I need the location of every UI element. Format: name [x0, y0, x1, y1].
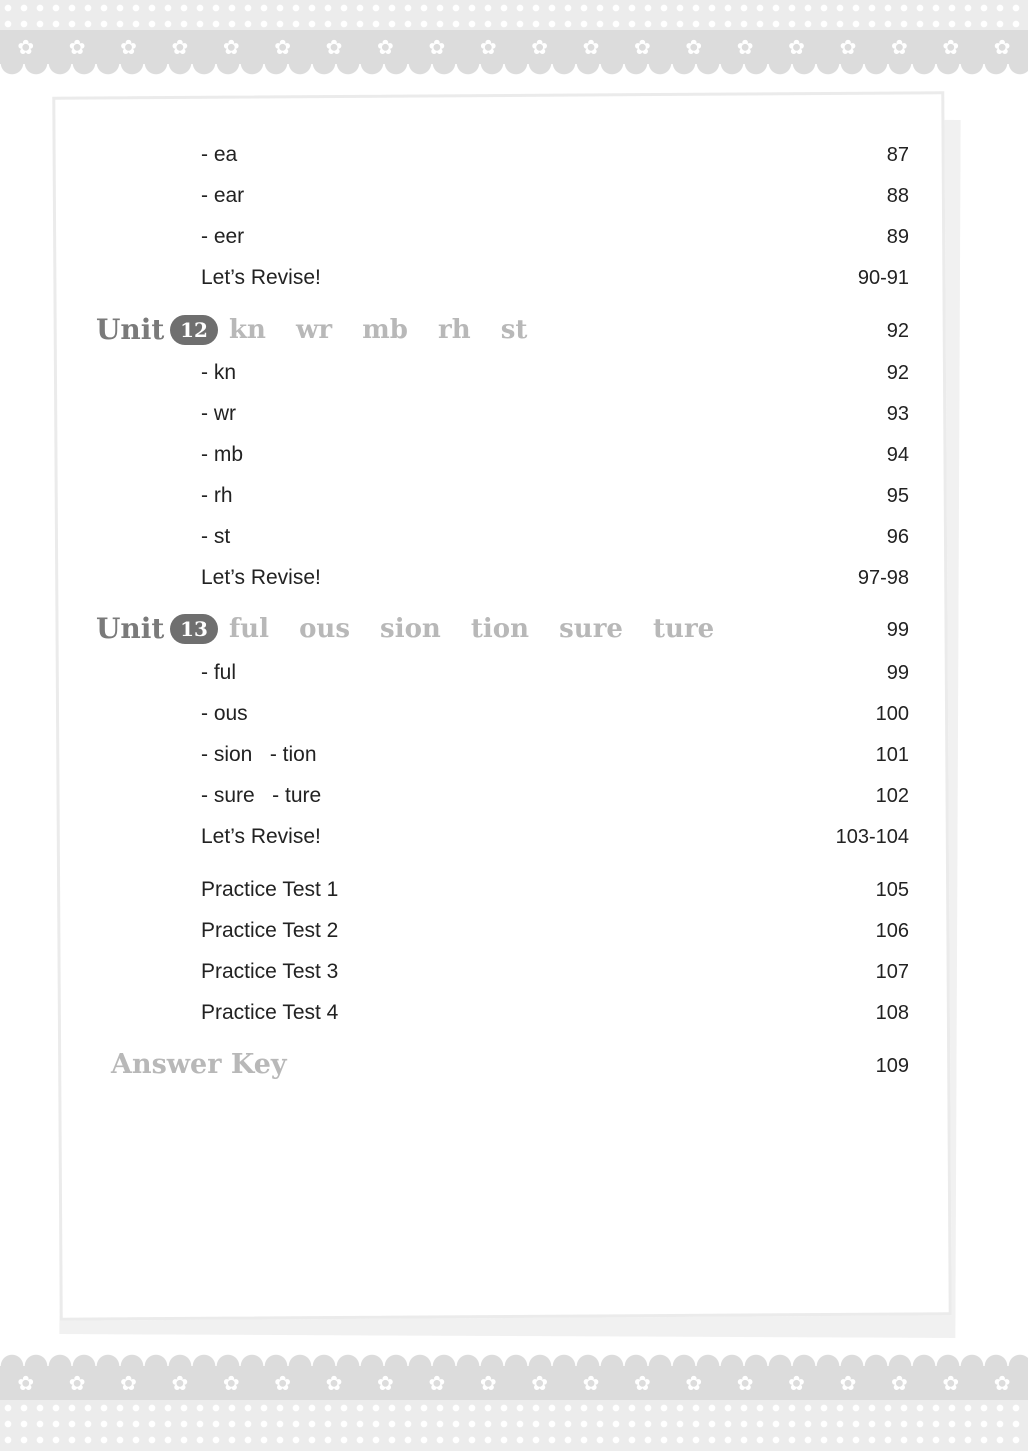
entry-label: - ear [201, 184, 245, 207]
flower-icon: ✿ [17, 35, 35, 59]
entry-page: 96 [886, 526, 909, 548]
flower-icon: ✿ [120, 1371, 137, 1395]
flower-icon: ✿ [736, 35, 754, 59]
flower-icon: ✿ [479, 35, 497, 59]
entry-label: Practice Test 2 [201, 919, 339, 942]
toc-entry [0, 263, 1028, 293]
toc-entry [0, 740, 1028, 770]
entry-page: 99 [886, 662, 909, 684]
entry-page: 95 [886, 485, 909, 507]
flower-icon: ✿ [634, 35, 651, 59]
unit-sounds: kn wr mb rh st [229, 315, 528, 345]
flower-icon: ✿ [428, 35, 446, 59]
entry-page: 88 [886, 185, 909, 207]
unit-word: Unit [96, 313, 165, 346]
flower-icon: ✿ [788, 35, 805, 59]
entry-label: Practice Test 3 [201, 960, 339, 983]
flower-icon: ✿ [993, 35, 1011, 59]
flower-icon: ✿ [428, 1371, 446, 1395]
flower-icon: ✿ [685, 35, 703, 59]
entry-label: Practice Test 4 [201, 1001, 339, 1024]
entry-label: - st [201, 525, 231, 548]
flower-icon: ✿ [531, 1371, 548, 1395]
flower-icon: ✿ [171, 1371, 189, 1395]
toc-entry [0, 522, 1028, 552]
toc-entry [0, 222, 1028, 252]
toc-entry [0, 781, 1028, 811]
answer-key-page: 109 [875, 1055, 909, 1077]
entry-label: - ous [201, 702, 248, 725]
unit-page: 92 [886, 320, 909, 342]
answer-key-heading [0, 1045, 1028, 1085]
flower-icon: ✿ [582, 1371, 600, 1395]
flower-icon: ✿ [120, 35, 137, 59]
flower-icon: ✿ [736, 1371, 754, 1395]
entry-page: 94 [886, 444, 909, 466]
toc-entry [0, 998, 1028, 1028]
toc-entry [0, 875, 1028, 905]
entry-label: Let’s Revise! [201, 266, 321, 289]
toc-entry [0, 358, 1028, 388]
toc-entry [0, 481, 1028, 511]
unit-number-badge: 13 [170, 614, 218, 644]
flower-icon: ✿ [17, 1371, 35, 1395]
flower-icon: ✿ [222, 35, 240, 59]
top-flower-border [0, 30, 1028, 64]
toc-entry [0, 658, 1028, 688]
toc-entry [0, 399, 1028, 429]
entry-label: - ful [201, 661, 237, 684]
entry-label: - mb [201, 443, 243, 466]
flower-icon: ✿ [942, 35, 960, 59]
flower-icon: ✿ [993, 1371, 1011, 1395]
toc-entry [0, 563, 1028, 593]
entry-page: 97-98 [857, 567, 909, 589]
entry-page: 105 [875, 879, 909, 901]
entry-page: 103-104 [835, 826, 909, 848]
flower-icon: ✿ [685, 1371, 703, 1395]
toc-entry [0, 440, 1028, 470]
entry-page: 101 [875, 744, 909, 766]
flower-icon: ✿ [788, 1371, 805, 1395]
entry-page: 100 [875, 703, 909, 725]
bottom-flower-border [0, 1366, 1028, 1400]
entry-page: 93 [886, 403, 909, 425]
toc-entry [0, 822, 1028, 852]
flower-icon: ✿ [634, 1371, 651, 1395]
entry-page: 107 [875, 961, 909, 983]
flower-icon: ✿ [222, 1371, 240, 1395]
flower-icon: ✿ [377, 1371, 394, 1395]
entry-label: - wr [201, 402, 236, 425]
flower-icon: ✿ [171, 35, 189, 59]
flower-icon: ✿ [479, 1371, 497, 1395]
entry-label: Let’s Revise! [201, 566, 321, 589]
flower-icon: ✿ [274, 35, 292, 59]
entry-label: - kn [201, 361, 237, 384]
unit-sounds: ful ous sion tion sure ture [229, 614, 715, 644]
top-scallop-edge [0, 63, 1028, 77]
entry-page: 108 [875, 1002, 909, 1024]
entry-label: - sure - ture [201, 784, 322, 807]
toc-entry [0, 916, 1028, 946]
flower-icon: ✿ [68, 1371, 86, 1395]
entry-page: 87 [886, 144, 909, 166]
top-dotted-border [0, 0, 1028, 30]
bottom-dotted-border [0, 1400, 1028, 1451]
entry-page: 102 [875, 785, 909, 807]
flower-icon: ✿ [531, 35, 548, 59]
flower-icon: ✿ [942, 1371, 960, 1395]
entry-label: - eer [201, 225, 245, 248]
entry-label: - sion - tion [201, 743, 317, 766]
answer-key-title: Answer Key [111, 1049, 287, 1080]
toc-entry [0, 699, 1028, 729]
toc-entry [0, 957, 1028, 987]
entry-label: - ea [201, 143, 238, 166]
flower-icon: ✿ [890, 35, 908, 59]
flower-icon: ✿ [839, 35, 857, 59]
unit-page: 99 [886, 619, 909, 641]
entry-label: Let’s Revise! [201, 825, 321, 848]
entry-label: - rh [201, 484, 233, 507]
flower-icon: ✿ [582, 35, 600, 59]
entry-page: 106 [875, 920, 909, 942]
unit-word: Unit [96, 612, 165, 645]
flower-icon: ✿ [325, 35, 343, 59]
flower-icon: ✿ [890, 1371, 908, 1395]
toc-entry [0, 140, 1028, 170]
bottom-scallop-edge [0, 1352, 1028, 1366]
toc-entry [0, 181, 1028, 211]
flower-icon: ✿ [377, 35, 394, 59]
flower-icon: ✿ [68, 35, 86, 59]
entry-page: 90-91 [857, 267, 909, 289]
entry-page: 92 [886, 362, 909, 384]
flower-icon: ✿ [325, 1371, 343, 1395]
entry-label: Practice Test 1 [201, 878, 339, 901]
unit-number-badge: 12 [170, 315, 218, 345]
unit-12-heading [0, 310, 1028, 350]
unit-13-heading [0, 609, 1028, 649]
flower-icon: ✿ [274, 1371, 292, 1395]
entry-page: 89 [886, 226, 909, 248]
flower-icon: ✿ [839, 1371, 857, 1395]
